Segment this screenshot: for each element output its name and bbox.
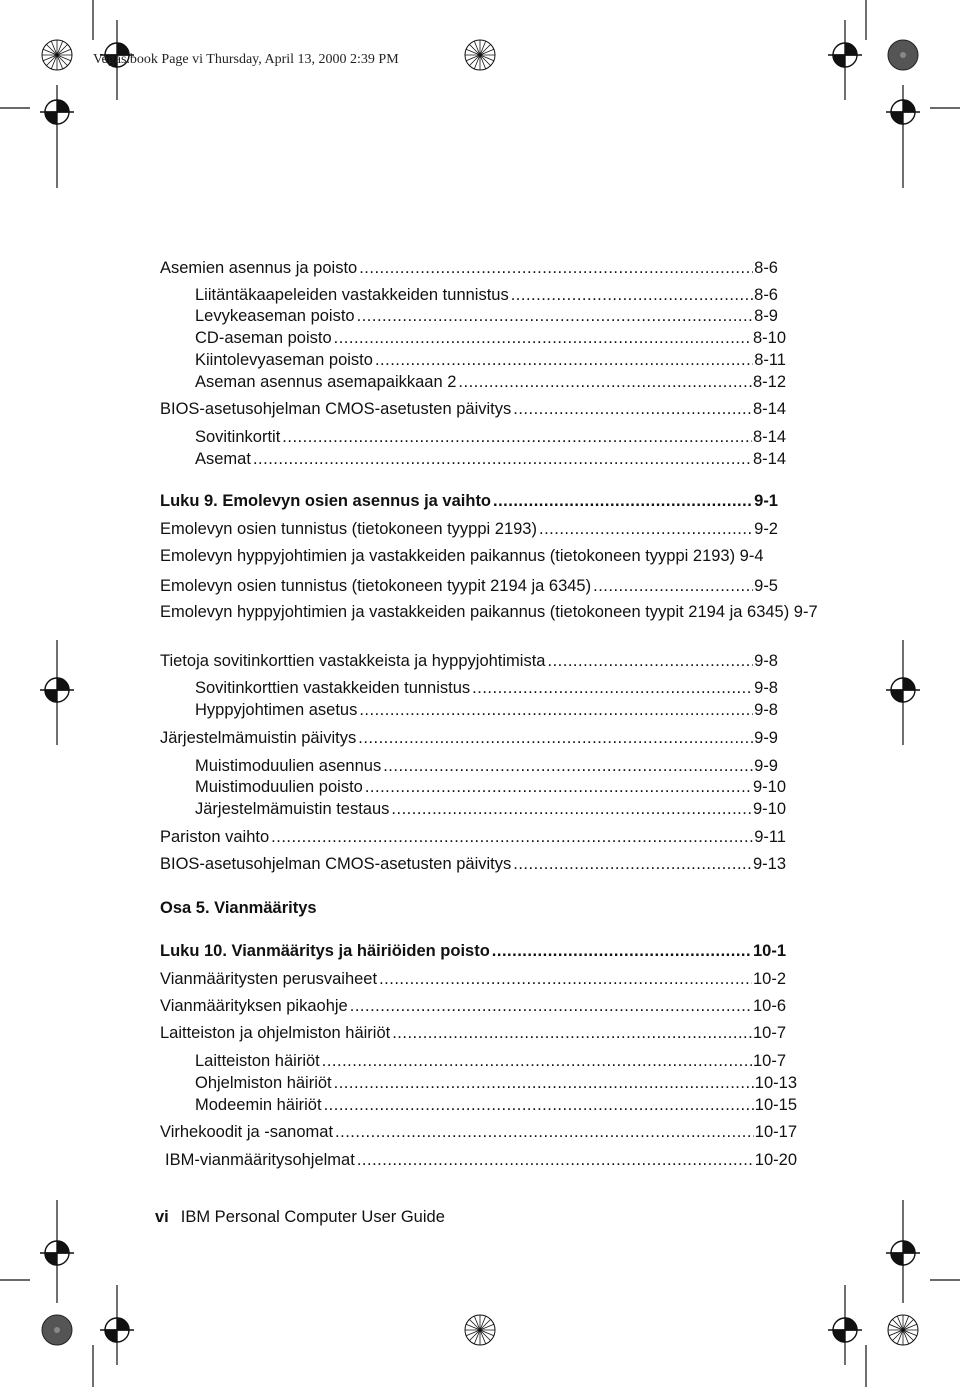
toc-entry-title: Asemien asennus ja poisto [160,259,358,277]
toc-entry[interactable] [195,349,786,371]
toc-entry[interactable] [195,1050,786,1072]
toc-entry-page: 10-13 [754,1074,797,1092]
toc-entry[interactable] [195,426,786,448]
toc-entry-page: 8-14 [752,450,786,468]
toc-entry-title: Pariston vaihto [160,828,270,846]
toc-leader [365,776,752,798]
toc-entry[interactable] [160,1022,786,1044]
toc-leader [334,1072,754,1094]
toc-entry-title: Muistimoduulien asennus [195,757,382,775]
toc-leader [547,650,753,672]
starburst-target-icon [888,1315,918,1345]
toc-entry-page: 10-7 [752,1024,786,1042]
toc-leader [379,968,752,990]
toc-entry[interactable] [160,727,778,749]
toc-leader [357,1149,754,1171]
toc-entry-page: 9-9 [754,729,778,747]
toc-entry-title: Järjestelmämuistin päivitys [160,729,357,747]
toc-leader [539,518,753,540]
toc-entry-page: 9-5 [754,577,778,595]
toc-leader [458,371,752,393]
toc-entry-page: 8-10 [752,329,786,347]
toc-leader [282,426,752,448]
toc-leader [334,327,752,349]
toc-entry[interactable] [195,699,778,721]
toc-entry-page: 8-12 [752,373,786,391]
toc-entry[interactable] [195,776,786,798]
toc-leader [253,448,752,470]
toc-entry-title: Liitäntäkaapeleiden vastakkeiden tunnistus [195,286,509,304]
toc-entry[interactable] [160,398,786,420]
gray-dot-target-icon [888,40,918,70]
print-header-info: Vegas.book Page vi Thursday, April 13, 2000 2:39 PM [93,52,399,67]
toc-entry-title: Virhekoodit ja -sanomat [160,1123,334,1141]
registration-target-icon [828,1318,862,1342]
toc-leader [322,1050,752,1072]
toc-chapter-10[interactable] [160,940,786,962]
toc-leader [324,1094,754,1116]
toc-entry-title: Vianmääritysten perusvaiheet [160,970,378,988]
toc-entry-page: 10-17 [754,1123,797,1141]
toc-entry-title: Asemat [195,450,251,468]
toc-entry-title: Hyppyjohtimen asetus [195,701,358,719]
registration-target-icon [40,1241,74,1265]
toc-entry-title: Emolevyn osien tunnistus (tietokoneen tyypit 2194 ja 6345) [160,577,592,595]
toc-entry-page: 9-2 [754,520,778,538]
toc-entry-title: Sovitinkorttien vastakkeiden tunnistus [195,679,471,697]
toc-leader [350,995,752,1017]
toc-entry-title: Tietoja sovitinkorttien vastakkeista ja hyppyjohtimista [160,652,546,670]
toc-entry-page: 9-10 [752,800,786,818]
toc-entry-page: 10-2 [752,970,786,988]
toc-entry[interactable] [195,1094,797,1116]
toc-leader [472,677,753,699]
registration-target-icon [40,100,74,124]
toc-entry-page: 10-20 [754,1151,797,1169]
toc-entry-page: 8-9 [754,307,778,325]
toc-entry-title: Levykeaseman poisto [195,307,355,325]
toc-leader [383,755,753,777]
starburst-target-icon [42,40,72,70]
footer-page-number: vi [155,1208,169,1226]
toc-leader [493,490,753,512]
toc-chapter-9[interactable] [160,490,778,512]
toc-entry-title: Laitteiston ja ohjelmiston häiriöt [160,1024,391,1042]
toc-entry-title: Emolevyn osien tunnistus (tietokoneen tyyppi 2193) [160,520,537,538]
toc-entry-page: 8-11 [754,351,786,369]
toc-entry[interactable] [160,575,778,597]
toc-entry-title: Luku 9. Emolevyn osien asennus ja vaihto [160,492,492,510]
toc-entry-title: Järjestelmämuistin testaus [195,800,390,818]
toc-entry-title: Laitteiston häiriöt [195,1052,320,1070]
toc-entry[interactable] [160,995,786,1017]
gray-dot-target-icon [42,1315,72,1345]
registration-target-icon [886,678,920,702]
toc-entry[interactable] [195,677,778,699]
toc-entry-title: CD-aseman poisto [195,329,332,347]
toc-leader [359,257,753,279]
page-footer [155,1206,445,1228]
toc-entry-page: 9-8 [754,701,778,719]
registration-target-icon [886,100,920,124]
toc-entry-page: 10-6 [752,997,786,1015]
toc-leader [513,398,752,420]
toc-entry-page: 10-15 [754,1096,797,1114]
toc-entry-title: BIOS-asetusohjelman CMOS-asetusten päivitys [160,400,512,418]
toc-entry-title: BIOS-asetusohjelman CMOS-asetusten päivitys [160,855,512,873]
toc-entry[interactable] [195,305,778,327]
registration-target-icon [828,43,862,67]
starburst-target-icon [465,1315,495,1345]
toc-entry-page: 9-1 [754,492,778,510]
toc-leader [492,940,752,962]
toc-entry-page: 9-8 [754,652,778,670]
toc-entry-title: IBM-vianmääritysohjelmat [165,1151,355,1169]
toc-entry-page: 10-7 [752,1052,786,1070]
toc-leader [391,798,752,820]
footer-title: IBM Personal Computer User Guide [180,1208,445,1226]
toc-entry-title: Muistimoduulien poisto [195,778,363,796]
registration-target-icon [886,1241,920,1265]
toc-leader [513,853,752,875]
toc-leader [375,349,753,371]
toc-leader [392,1022,752,1044]
part-heading[interactable]: Osa 5. Vianmääritys [160,899,317,917]
toc-entry-page: 9-11 [754,828,786,846]
toc-entry-page: 9-9 [754,757,778,775]
toc-entry[interactable] [195,1072,797,1094]
toc-entry-title: Sovitinkortit [195,428,281,446]
toc-entry-title: Luku 10. Vianmääritys ja häiriöiden poisto [160,942,490,960]
toc-leader [357,305,754,327]
toc-entry[interactable] [160,1121,797,1143]
toc-entry[interactable] [160,853,786,875]
toc-entry[interactable] [160,826,786,848]
toc-entry-page: 8-14 [752,428,786,446]
toc-entry-title: Kiintolevyaseman poisto [195,351,373,369]
toc-leader [359,699,753,721]
toc-entry[interactable] [195,327,786,349]
toc-entry-title: Ohjelmiston häiriöt [195,1074,332,1092]
toc-entry[interactable] [195,755,778,777]
starburst-target-icon [465,40,495,70]
toc-entry-page: 8-14 [752,400,786,418]
toc-entry[interactable] [195,448,786,470]
toc-entry-title: Modeemin häiriöt [195,1096,322,1114]
toc-entry-page: 9-13 [752,855,786,873]
toc-leader [358,727,753,749]
toc-entry[interactable]: Emolevyn hyppyjohtimien ja vastakkeiden paikannus (tietokoneen tyypit 2194 ja 6345) 9-7 [160,603,818,621]
toc-leader [271,826,753,848]
toc-entry-title: Vianmäärityksen pikaohje [160,997,348,1015]
toc-entry[interactable] [195,798,786,820]
toc-entry-page: 8-6 [754,259,778,277]
toc-leader [593,575,753,597]
toc-entry[interactable] [160,968,786,990]
toc-entry-page: 9-10 [752,778,786,796]
registration-target-icon [100,1318,134,1342]
toc-entry[interactable]: Emolevyn hyppyjohtimien ja vastakkeiden paikannus (tietokoneen tyyppi 2193) 9-4 [160,547,764,565]
toc-entry[interactable] [160,650,778,672]
toc-leader [511,284,753,306]
toc-entry[interactable] [160,257,778,279]
toc-entry-title: Aseman asennus asemapaikkaan 2 [195,373,457,391]
toc-entry[interactable] [165,1149,797,1171]
toc-entry-page: 10-1 [752,942,786,960]
toc-leader [335,1121,754,1143]
toc-entry[interactable] [195,371,786,393]
toc-entry[interactable] [195,284,778,306]
toc-entry-page: 9-8 [754,679,778,697]
toc-entry[interactable] [160,518,778,540]
registration-target-icon [40,678,74,702]
toc-entry-page: 8-6 [754,286,778,304]
